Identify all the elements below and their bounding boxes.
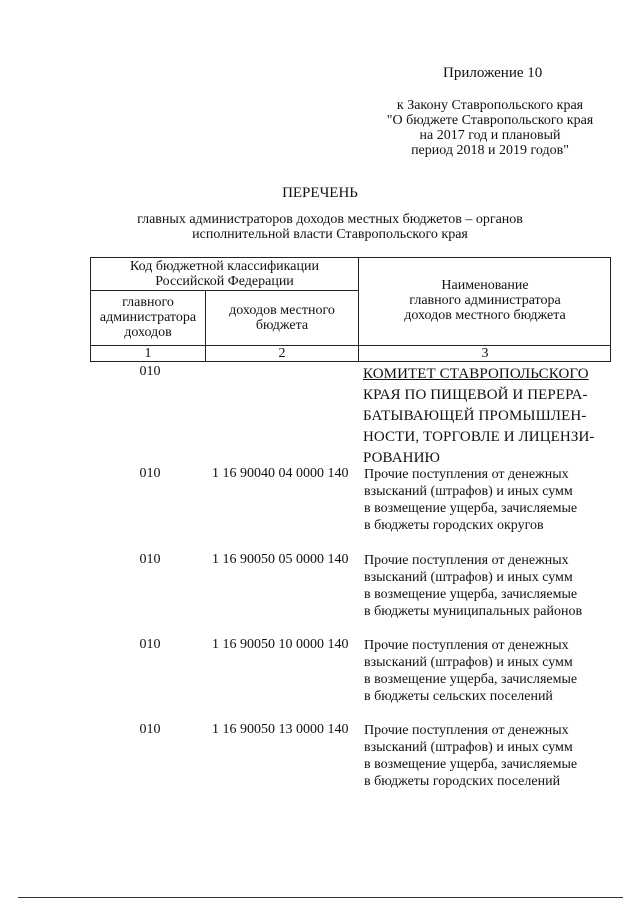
row-kbk: 1 16 90050 05 0000 140: [212, 552, 349, 567]
header-line: Код бюджетной классификации: [130, 259, 319, 274]
name-line: в возмещение ущерба, зачисляемые: [364, 501, 578, 516]
name-line: в бюджеты сельских поселений: [364, 689, 553, 704]
header-line: Российской Федерации: [155, 274, 294, 289]
divider: [90, 290, 359, 291]
col-number-3: 3: [481, 346, 489, 361]
name-line: Прочие поступления от денежных: [364, 638, 569, 653]
name-line: Прочие поступления от денежных: [364, 723, 569, 738]
col2-header: [206, 303, 358, 333]
header-line: Наименование: [441, 278, 529, 293]
committee-line: КРАЯ ПО ПИЩЕВОЙ И ПЕРЕРА-: [363, 387, 588, 403]
header-line: администратора: [99, 310, 197, 325]
page-bottom-rule: [18, 897, 623, 898]
group-header: [90, 259, 359, 289]
col-number-1: 1: [144, 346, 152, 361]
subtitle-line: главных администраторов доходов местных бюджетов – органов: [137, 212, 523, 227]
row-code: 010: [139, 637, 161, 652]
committee-line: БАТЫВАЮЩЕЙ ПРОМЫШЛЕН-: [363, 408, 587, 424]
row-name: [364, 552, 614, 620]
row-code: 010: [139, 722, 161, 737]
name-line: в возмещение ущерба, зачисляемые: [364, 672, 578, 687]
law-line: к Закону Ставропольского края: [396, 98, 584, 113]
row-name: [364, 722, 614, 790]
header-line: главного: [122, 295, 174, 310]
name-line: в возмещение ущерба, зачисляемые: [364, 757, 578, 772]
row-kbk: 1 16 90040 04 0000 140: [212, 466, 349, 481]
col1-header: [90, 295, 206, 340]
header-line: доходов: [124, 325, 172, 340]
name-line: в бюджеты городских поселений: [364, 774, 561, 789]
row-kbk: 1 16 90050 13 0000 140: [212, 722, 349, 737]
header-line: бюджета: [255, 318, 309, 333]
name-line: в бюджеты городских округов: [364, 518, 544, 533]
committee-line: КОМИТЕТ СТАВРОПОЛЬСКОГО: [363, 366, 589, 382]
law-line: период 2018 и 2019 годов": [411, 143, 569, 158]
law-reference: [360, 98, 620, 158]
law-line: на 2017 год и плановый: [419, 128, 561, 143]
law-line: "О бюджете Ставропольского края: [386, 113, 594, 128]
committee-line: НОСТИ, ТОРГОВЛЕ И ЛИЦЕНЗИ-: [363, 429, 595, 445]
name-line: взысканий (штрафов) и иных сумм: [364, 655, 573, 670]
row-code: 010: [139, 466, 161, 481]
row-kbk: 1 16 90050 10 0000 140: [212, 637, 349, 652]
appendix-title: Приложение 10: [443, 65, 543, 81]
committee-line: РОВАНИЮ: [363, 450, 441, 466]
name-line: взысканий (штрафов) и иных сумм: [364, 740, 573, 755]
row-name: [364, 637, 614, 705]
row-code: 010: [139, 552, 161, 567]
subtitle-line: исполнительной власти Ставропольского края: [192, 227, 468, 242]
col3-header: [359, 278, 611, 323]
name-line: Прочие поступления от денежных: [364, 553, 569, 568]
document-title: ПЕРЕЧЕНЬ: [282, 185, 358, 201]
name-line: в бюджеты муниципальных районов: [364, 604, 583, 619]
name-line: взысканий (штрафов) и иных сумм: [364, 484, 573, 499]
committee-name: [363, 364, 615, 469]
committee-code: 010: [139, 364, 161, 379]
header-line: доходов местного бюджета: [404, 308, 566, 323]
header-line: главного администратора: [409, 293, 561, 308]
name-line: Прочие поступления от денежных: [364, 467, 569, 482]
col-number-2: 2: [278, 346, 286, 361]
document-subtitle: [120, 212, 540, 242]
name-line: в возмещение ущерба, зачисляемые: [364, 587, 578, 602]
name-line: взысканий (штрафов) и иных сумм: [364, 570, 573, 585]
row-name: [364, 466, 614, 534]
header-line: доходов местного: [229, 303, 335, 318]
